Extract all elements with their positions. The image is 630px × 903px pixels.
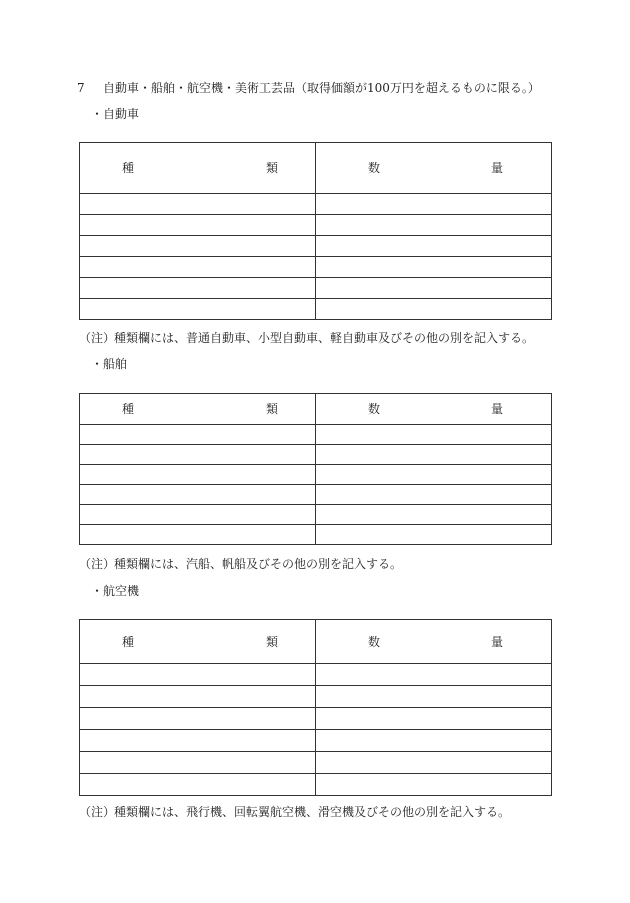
quantity-cell[interactable] (316, 278, 552, 299)
note-mark-automobile: （注） (79, 331, 116, 345)
quantity-cell[interactable] (316, 485, 552, 505)
quantity-column-header (316, 143, 552, 194)
quantity-cell[interactable] (316, 215, 552, 236)
table-row (80, 730, 552, 752)
type-cell[interactable] (80, 730, 316, 752)
note-aircraft: 種類欄には、飛行機、回転翼航空機、滑空機及びその他の別を記入する。 (114, 805, 511, 819)
type-column-header (80, 620, 316, 664)
table-row (80, 686, 552, 708)
type-column-header (80, 143, 316, 194)
section-number: 7 (77, 81, 85, 95)
type-cell[interactable] (80, 194, 316, 215)
quantity-cell[interactable] (316, 445, 552, 465)
quantity-cell[interactable] (316, 236, 552, 257)
type-header-char-2: 類 (266, 161, 279, 175)
table-row (80, 194, 552, 215)
type-cell[interactable] (80, 236, 316, 257)
table-row (80, 505, 552, 525)
section-title: 自動車・船舶・航空機・美術工芸品（取得価額が100万円を超えるものに限る。） (103, 81, 540, 95)
type-cell[interactable] (80, 445, 316, 465)
table-row (80, 299, 552, 320)
type-cell[interactable] (80, 664, 316, 686)
type-header-char-1: 種 (122, 402, 135, 416)
quantity-header-char-1: 数 (368, 634, 381, 649)
type-header-char-2: 類 (266, 402, 279, 416)
subheading-automobile: ・自動車 (91, 107, 140, 121)
quantity-cell[interactable] (316, 425, 552, 445)
quantity-cell[interactable] (316, 774, 552, 796)
table-header-row (80, 394, 552, 425)
quantity-column-header (316, 394, 552, 425)
type-cell[interactable] (80, 505, 316, 525)
table-row (80, 215, 552, 236)
table-row (80, 708, 552, 730)
type-cell[interactable] (80, 525, 316, 545)
type-cell[interactable] (80, 425, 316, 445)
quantity-cell[interactable] (316, 730, 552, 752)
table-row (80, 525, 552, 545)
automobile-table (79, 142, 552, 320)
table-header-row (80, 143, 552, 194)
table-row (80, 257, 552, 278)
quantity-cell[interactable] (316, 299, 552, 320)
type-cell[interactable] (80, 752, 316, 774)
table-row (80, 485, 552, 505)
ship-table (79, 393, 552, 545)
table-row (80, 465, 552, 485)
quantity-cell[interactable] (316, 257, 552, 278)
type-cell[interactable] (80, 215, 316, 236)
type-cell[interactable] (80, 278, 316, 299)
type-cell[interactable] (80, 299, 316, 320)
table-row (80, 664, 552, 686)
quantity-header-char-1: 数 (368, 161, 381, 175)
quantity-cell[interactable] (316, 525, 552, 545)
type-header-char-1: 種 (122, 634, 135, 649)
quantity-cell[interactable] (316, 686, 552, 708)
quantity-header-char-2: 量 (491, 634, 504, 649)
note-ship: 種類欄には、汽船、帆船及びその他の別を記入する。 (114, 557, 403, 571)
type-cell[interactable] (80, 485, 316, 505)
quantity-cell[interactable] (316, 752, 552, 774)
table-header-row (80, 620, 552, 664)
type-cell[interactable] (80, 686, 316, 708)
table-row (80, 752, 552, 774)
table-row (80, 278, 552, 299)
table-row (80, 425, 552, 445)
note-automobile: 種類欄には、普通自動車、小型自動車、軽自動車及びその他の別を記入する。 (114, 331, 535, 345)
quantity-header-char-2: 量 (491, 402, 504, 416)
type-header-char-1: 種 (122, 161, 135, 175)
quantity-header-char-2: 量 (491, 161, 504, 175)
aircraft-table (79, 619, 552, 796)
note-mark-aircraft: （注） (79, 805, 116, 819)
type-cell[interactable] (80, 257, 316, 278)
type-cell[interactable] (80, 465, 316, 485)
subheading-ship: ・船舶 (91, 357, 128, 371)
quantity-header-char-1: 数 (368, 402, 381, 416)
type-cell[interactable] (80, 708, 316, 730)
quantity-cell[interactable] (316, 465, 552, 485)
note-mark-ship: （注） (79, 557, 116, 571)
quantity-cell[interactable] (316, 708, 552, 730)
table-row (80, 445, 552, 465)
type-header-char-2: 類 (266, 634, 279, 649)
quantity-cell[interactable] (316, 194, 552, 215)
quantity-cell[interactable] (316, 664, 552, 686)
type-cell[interactable] (80, 774, 316, 796)
subheading-aircraft: ・航空機 (91, 584, 140, 598)
quantity-cell[interactable] (316, 505, 552, 525)
quantity-column-header (316, 620, 552, 664)
table-row (80, 774, 552, 796)
type-column-header (80, 394, 316, 425)
table-row (80, 236, 552, 257)
